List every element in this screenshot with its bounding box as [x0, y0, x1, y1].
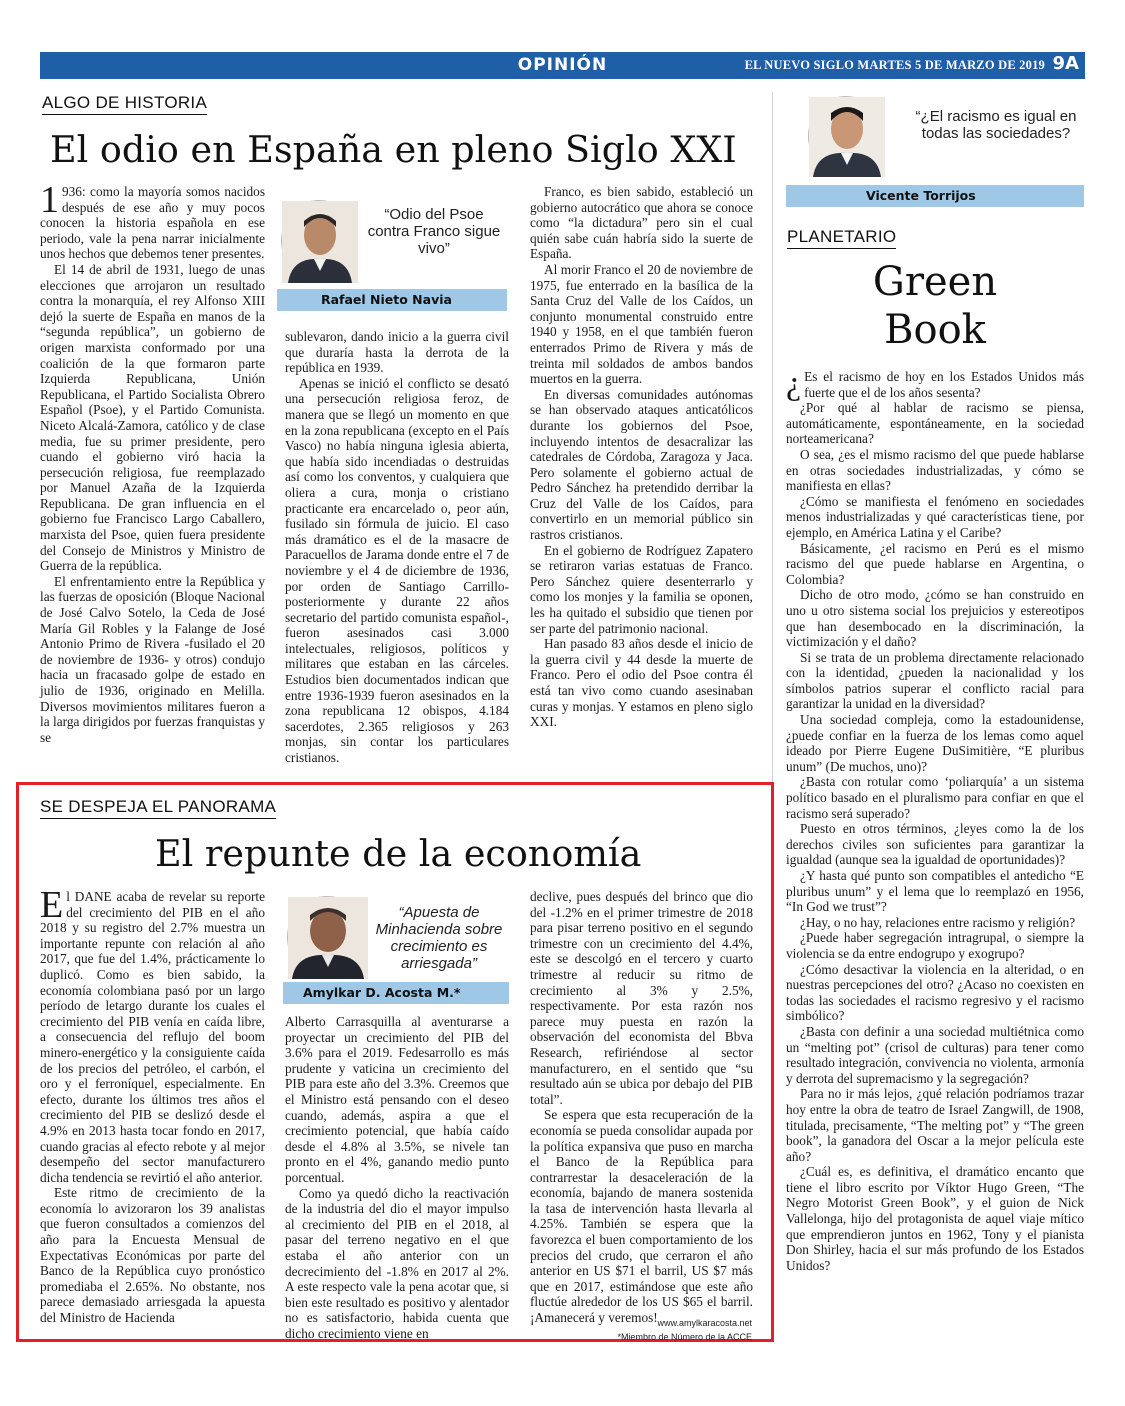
paragraph: Este ritmo de crecimiento de la economía lo avizoraron los 39 analistas que fueron consultados a comienzos del año para la Encuesta Mensual de Expectativas Económicas por parte del Banco de la República cuyo pronóstico promediaba el 2.65%. No obstante, nos parece demasiado arriesgada la apuesta del Ministro de Hacienda [40, 1185, 265, 1326]
header-meta: EL NUEVO SIGLO MARTES 5 DE MARZO DE 2019 [744, 58, 1045, 72]
paragraph: O sea, ¿es el mismo racismo del que puede hablarse en otras sociedades industrializadas, y cómo se manifiesta en ellas? [786, 446, 1084, 494]
article1-kicker: ALGO DE HISTORIA [42, 93, 207, 115]
paragraph: ¿Hay, o no hay, relaciones entre racismo y religión? [800, 914, 1076, 930]
paragraph: ¿Cuál es, es definitiva, el dramático encanto que tiene el libro escrito por Víktor Hugo Green, “The Negro Motorist Green Book”, y el guion de Nick Vallelonga, hijo del protagonista de aquel viaje mítico que emprendieron juntos en 1962, Tony y el pianista Don Shirley, hacia el sur más profundo de los Estados Unidos? [786, 1164, 1084, 1273]
columnist-photo [808, 96, 884, 176]
article1-dropcap: 1 [40, 179, 59, 221]
section-name: OPINIÓN [517, 55, 608, 75]
paragraph: Franco, es bien sabido, estableció un gobierno autocrático que ahora se conoce como “la dictadura” pero sin el cual quién sabe cuán habría sido la suerte de España. [530, 184, 753, 262]
article1-column-1 [40, 179, 265, 772]
author-website: www.amylkaracosta.net [657, 1318, 752, 1328]
author-footnote: *Miembro de Número de la ACCE [617, 1332, 752, 1342]
paragraph: Como ya quedó dicho la reactivación de la industria del dio el mayor impulso al crecimiento del PIB en el 2018, al pasar del terreno negativo en el que estaba el año anterior con un decrecimiento del -1.8% en 2017 al 2%. A este respecto vale la pena acotar que, si bien este resultado es positivo y alentador no es satisfactorio, habida cuenta que dicho crecimiento viene en [285, 1185, 509, 1341]
paragraph: Para no ir más lejos, ¿qué relación podríamos trazar hoy entre la obra de teatro de Israel Zangwill, de 1908, titulada, precisamente, “The melting pot” y “The green book”, la ganadora del Oscar a la mejor película este año? [786, 1086, 1084, 1164]
columnist-box-acosta [283, 890, 509, 1005]
article3-kicker: PLANETARIO [787, 227, 896, 249]
header-band [40, 52, 1085, 79]
paragraph: ¿Puede haber segregación intragrupal, o siempre la violencia se da entre endogrupo y exogrupo? [786, 930, 1084, 961]
article1-column-2 [285, 329, 509, 772]
article2-column-1 [40, 884, 265, 1332]
paragraph: ¿Por qué al hablar de racismo se piensa, automáticamente, espontáneamente, en la sociedad norteamericana? [786, 400, 1084, 447]
paragraph: ¿Y hasta qué punto son compatibles el antedicho “E pluribus unum” y el lema que lo reemplazó en 1956, “In God we trust”? [786, 868, 1084, 915]
paragraph: Puesto en otros términos, ¿leyes como la de los derechos civiles son suficientes para garantizar la igualdad (aunque sea la igualdad de oportunidades)? [786, 821, 1084, 868]
columnist-photo [287, 896, 367, 978]
columnist-name: Rafael Nieto Navia [277, 289, 507, 311]
columnist-quote: “Apuesta de Minhacienda sobre crecimiento es arriesgada” [375, 904, 503, 972]
columnist-box-nieto [277, 188, 507, 313]
article1-title: El odio en España en pleno Siglo XXI [50, 128, 737, 171]
paragraph: Básicamente, ¿el racismo en Perú es el mismo racismo del que puede hablarse en Argentina, o Colombia? [786, 540, 1084, 587]
columnist-box-torrijos [786, 92, 1084, 209]
article3-body [786, 365, 1084, 1332]
article2-title: El repunte de la economía [155, 832, 642, 875]
columnist-quote: “¿El racismo es igual en todas las sociedades? [915, 108, 1077, 142]
article3-title-line1: Green [872, 259, 998, 305]
article2-column-2 [285, 1014, 509, 1341]
paragraph: Apenas se inició el conflicto se desató una persecución religiosa feroz, de manera que se llegó un momento en que en la zona republicana (excepto en el País Vasco) no había ninguna iglesia abierta, que había sido incendiadas o destruidas así como los conventos, y cualquiera que oliera a cura, monja o cristiano practicante era encarcelado o, peor aún, fusilado sin fórmula de juicio. El caso más dramático es el de la masacre de Paracuellos de Jarama donde entre el 7 de noviembre y el 4 de diciembre de 1936, por orden de Santiago Carrillo- posteriormente y durante 22 años secretario del partido comunista español-, fueron asesinados casi 3.000 intelectuales, religiosos, políticos y militares que estaban en las cárceles. Estudios bien documentados indican que entre 1936-1939 fueron asesinados en la zona republicana 12 obispos, 4.184 sacerdotes, 2.365 religiosos y 263 monjas, sin contar los particulares cristianos. [285, 375, 509, 766]
page-number: 9A [1052, 53, 1079, 74]
paragraph: El 14 de abril de 1931, luego de unas elecciones que arrojaron un resultado contra la monarquía, el rey Alfonso XIII dejó la suerte de España en manos de la “segunda república”, un gobierno de origen marxista conformado por una coalición de la que formaron parte Izquierda Republicana, Unión Republicana, el Partido Socialista Obrero Español (Psoe), y el Partido Comunista. Niceto Alcalá-Zamora, católico y de clase media, fue su primer presidente, pero cuando el gobierno viró hacia la persecución religiosa, fue reemplazado por Manuel Azaña de la Izquierda Republicana. De gran influencia en el gobierno fue Francisco Largo Caballero, marxista del Psoe, quien fuera presidente del Consejo de Ministros y Ministro de Guerra de la república. [40, 261, 265, 574]
article3-title-line2: Book [884, 307, 986, 353]
paragraph: sublevaron, dando inicio a la guerra civil que duraría hasta la derrota de la república en 1939. [285, 329, 509, 376]
paragraph: Una sociedad compleja, como la estadounidense, ¿puede confiar en la fuerza de los lemas como aquel ideado por Pierre Eugene DuSimitière, “E pluribus unum” (De muchos, uno)? [786, 712, 1084, 774]
article2-kicker: SE DESPEJA EL PANORAMA [40, 797, 276, 819]
columnist-photo [281, 200, 357, 282]
paragraph: En diversas comunidades autónomas se han observado ataques anticatólicos durante los gobiernos del Psoe, incluyendo intentos de desacralizar las catedrales de Córdoba, Zaragoza y Jaca. Pero solamente el gobierno actual de Pedro Sánchez ha pretendido derribar la Cruz del Valle de los Caídos, para convertirlo en un memorial público sin rastros cristianos. [530, 386, 753, 543]
paragraph: En el gobierno de Rodríguez Zapatero se retiraron varias estatuas de Franco. Pero Sánchez quiere desenterrarlo y como los monjes y la familia se oponen, les ha quitado el subsidio que tienen por ser parte del patrimonio nacional. [530, 542, 753, 636]
article1-column-3 [530, 184, 753, 772]
columnist-quote: “Odio del Psoe contra Franco sigue vivo” [367, 206, 501, 257]
paragraph: Es el racismo de hoy en los Estados Unidos más fuerte que el de los años sesenta? [804, 369, 1084, 400]
paragraph: Han pasado 83 años desde el inicio de la guerra civil y 44 desde la muerte de Franco. Pero el odio del Psoe contra él está tan vivo como cuando asesinaban curas y monjas. Y estamos en pleno siglo XXI. [530, 636, 753, 730]
paragraph: ¿Basta con definir a una sociedad multiétnica como un “melting pot” (crisol de culturas) para tener como resultado integración, convivencia no violenta, armonía y derrota del supremacismo y la segregación? [786, 1023, 1084, 1086]
paragraph: ¿Cómo desactivar la violencia en la alteridad, o en nuestras percepciones del otro? ¿Acaso no coexisten en todas las sociedades el racismo regresivo y el racismo simbólico? [786, 961, 1084, 1024]
paragraph: Se espera que esta recuperación de la economía se pueda consolidar aupada por la política expansiva que puso en marcha el Banco de la República para contrarrestar la desaceleración de la economía, bajando de manera sostenida la tasa de intervención hasta llevarla al 4.25%. También se espera que la favorezca el buen comportamiento de los precios del crudo, que cerraron el año anterior en US $71 el barril, US $7 más que en 2017, estimándose que este año fluctúe alrededor de los US $65 el barril. ¡Amanecerá y veremos! [530, 1107, 753, 1326]
paragraph: Alberto Carrasquilla al aventurarse a proyectar un crecimiento del PIB del 3.6% para el 2019. Fedesarrollo es más prudente y vaticina un crecimiento del PIB para este año del 3.3%. Creemos que el Ministro está pensando con el deseo cuando, además, aspira a que el crecimiento potencial, que había caído desde el 4.8% al 3.5%, se nivele tan pronto en el 4%, ganando medio punto porcentual. [285, 1014, 509, 1185]
paragraph: ¿Cómo se manifiesta el fenómeno en sociedades menos industrializadas y qué características tiene, por ejemplo, en América Latina y el Caribe? [786, 493, 1084, 540]
columnist-name: Amylkar D. Acosta M.* [283, 982, 509, 1004]
article3-dropcap: ¿ [786, 365, 802, 402]
columnist-name: Vicente Torrijos [786, 185, 1084, 207]
paragraph: Al morir Franco el 20 de noviembre de 1975, fue enterrado en la basílica de la Santa Cruz del Valle de los Caídos, un conjunto monumental construido entre 1940 y 1958, en el que también fueron enterrados Primo de Rivera y más de treinta mil soldados de ambos bandos muertos en la guerra. [530, 261, 753, 387]
paragraph: declive, pues después del brinco que dio del -1.2% en el primer trimestre de 2018 para pisar terreno positivo en el segundo trimestre con un crecimiento del 4.4%, este se descolgó en el tercero y cuarto trimestre al reducir su ritmo de crecimiento al 3% y 2.5%, respectivamente. Por esta razón nos parece muy puesta en razón la observación del economista del Bbva Research, refiriéndose al sector manufacturero, en el sentido que “su resultado aún se ubica por debajo del PIB total”. [530, 889, 753, 1107]
article2-dropcap: E [40, 884, 64, 926]
paragraph: Si se trata de un problema directamente relacionado con la identidad, ¿pueden la nacionalidad y los símbolos patrios superar el conflicto racial para garantizar la unidad en la diversidad? [786, 649, 1084, 712]
paragraph: 936: como la mayoría somos nacidos después de ese año y muy pocos conocen la historia española en ese periodo, vale la pena narrar inicialmente unos hechos que debemos tener presentes. [40, 184, 265, 262]
paragraph: ¿Basta con rotular como ‘poliarquía’ a un sistema político basado en el pluralismo para confiar en que el racismo será superado? [786, 774, 1084, 821]
paragraph: El enfrentamiento entre la República y las fuerzas de oposición (Bloque Nacional de José Calvo Sotelo, la Ceda de José María Gil Robles y la Falange de José Antonio Primo de Rivera -fusilado el 20 de noviembre de 1936- y otros) condujo hacia un fracasado golpe de estado en julio de 1936, originado en Melilla. Diversos movimientos militares fueron a la larga dirigidos por fuerzas franquistas y se [40, 573, 265, 745]
paragraph: Dicho de otro modo, ¿cómo se han construido en uno u otro sistema social los prejuicios y estereotipos que han desembocado en la discriminación, la victimización y el daño? [786, 587, 1084, 650]
paragraph: l DANE acaba de revelar su reporte del crecimiento del PIB en el año 2018 y su registro del 2.7% muestra un importante repunte con relación al año 2017, que fue del 1.4%, prácticamente lo duplicó. Como es bien sabido, la economía colombiana pasó por un largo período de letargo durante los cuales el crecimiento del PIB venía en caída libre, a consecuencia del reflujo del boom minero-energético y la consiguiente caída de los precios del petróleo, el carbón, el oro y el ferroníquel, especialmente. En efecto, durante los últimos tres años el crecimiento del PIB se deslizó desde el 4.9% en 2013 hasta tocar fondo en 2017, cuando gracias al efecto rebote y al mejor desempeño del sector manufacturero dicha tendencia se revirtió el año anterior. [40, 889, 265, 1185]
